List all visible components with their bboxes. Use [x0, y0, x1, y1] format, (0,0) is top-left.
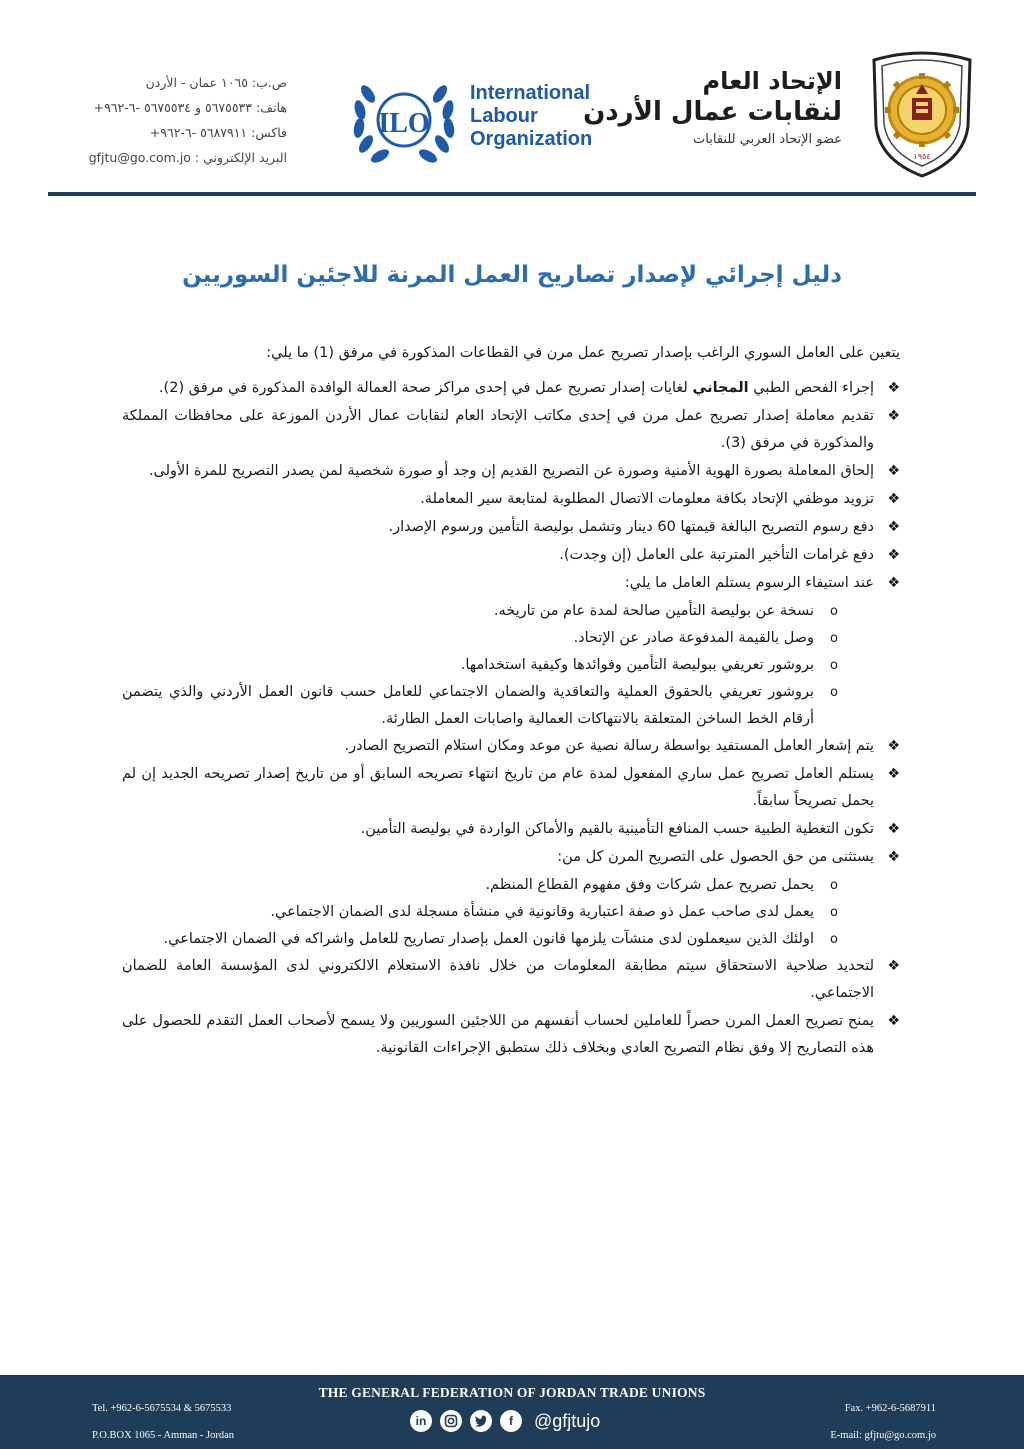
document-title: دليل إجرائي لإصدار تصاريح العمل المرنة للاجئين السوريين [182, 262, 842, 288]
contact-block [89, 70, 287, 170]
document-body [122, 340, 900, 1063]
sub-item-text: نسخة عن بوليصة التأمين صالحة لمدة عام من تاريخه. [493, 603, 814, 619]
footer-title: THE GENERAL FEDERATION OF JORDAN TRADE UNIONS [318, 1385, 706, 1400]
ilo-wordmark-line1: International [470, 82, 591, 104]
sub-list-item [122, 625, 838, 652]
item-text: إلحاق المعاملة بصورة الهوية الأمنية وصورة عن التصريح القديم إن وجد أو صورة شخصية لمن يصدر التصريح للمرة الأولى. [148, 463, 874, 479]
item-text: دفع غرامات التأخير المترتبة على العامل (إن وجدت). [559, 547, 874, 563]
sub-list-item [122, 899, 838, 926]
bullet-diamond-icon: ❖ [887, 738, 900, 754]
twitter-icon[interactable] [470, 1410, 492, 1432]
bullet-circle-icon: o [830, 658, 838, 673]
item-text: تقديم معاملة إصدار تصريح عمل مرن في إحدى مكاتب الإتحاد العام لنقابات عمال الأردن الموزعة على محافظات المملكة والمذكورة في مرفق (3). [122, 408, 874, 451]
bullet-diamond-icon: ❖ [887, 821, 900, 837]
sub-item-text: بروشور تعريفي بالحقوق العملية والتعاقدية والضمان الاجتماعي للعامل حسب قانون العمل الأردني والذي يتضمن أرقام الخط الساخن المتعلقة بالانتهاكات العمالية واصابات العمل الطارئة. [122, 684, 814, 727]
footer-tel: Tel. +962-6-5675534 & 5675533 [92, 1403, 232, 1414]
sub-list-item [122, 872, 838, 899]
bullet-circle-icon: o [830, 685, 838, 700]
instagram-icon[interactable] [440, 1410, 462, 1432]
sub-item-text: يعمل لدى صاحب عمل ذو صفة اعتبارية وقانونية في منشأة مسجلة لدى الضمان الاجتماعي. [270, 904, 814, 920]
list-item [122, 570, 900, 597]
federation-emblem-icon [868, 48, 976, 178]
footer-fax: Fax. +962-6-5687911 [844, 1403, 936, 1414]
sub-item-text: اولئك الذين سيعملون لدى منشآت يلزمها قانون العمل بإصدار تصاريح للعامل واشراكه في الضمان الاجتماعي. [163, 931, 814, 947]
list-item [122, 844, 900, 871]
linkedin-icon[interactable]: in [410, 1410, 432, 1432]
contact-phone: هاتف: ٥٦٧٥٥٣٣ و ٥٦٧٥٥٣٤ -٦-٩٦٢+ [93, 100, 287, 115]
item-text: عند استيفاء الرسوم يستلم العامل ما يلي: [624, 575, 874, 591]
intro-paragraph: يتعين على العامل السوري الراغب بإصدار تصريح عمل مرن في القطاعات المذكورة في مرفق (1) ما يلي: [266, 345, 900, 361]
footer-email[interactable]: E-mail: gfjtu@go.com.jo [830, 1430, 936, 1441]
bullet-diamond-icon: ❖ [887, 1013, 900, 1029]
contact-email: البريد الإلكتروني : gfjtu@go.com.jo [88, 150, 287, 165]
received-items-list [122, 598, 900, 733]
sub-list-item [122, 598, 838, 625]
item-text: يتم إشعار العامل المستفيد بواسطة رسالة نصية عن موعد ومكان استلام التصريح الصادر. [344, 738, 874, 754]
letterhead [0, 0, 1024, 200]
header-divider [48, 192, 976, 196]
sub-item-text: يحمل تصريح عمل شركات وفق مفهوم القطاع المنظم. [485, 877, 814, 893]
bullet-diamond-icon: ❖ [887, 463, 900, 479]
bullet-circle-icon: o [830, 604, 838, 619]
item-text: تزويد موظفي الإتحاد بكافة معلومات الاتصال المطلوبة لمتابعة سير المعاملة. [420, 491, 874, 507]
bullet-diamond-icon: ❖ [887, 575, 900, 591]
item-text: يمنح تصريح العمل المرن حصراً للعاملين لحساب أنفسهم من اللاجئين السوريين ولا يسمح لأصحاب العمل التقدم للحصول على هذه التصاريح إلا وفق نظام التصريح العادي وبخلاف ذلك ستطبق الإجراءات القانونية. [122, 1013, 874, 1056]
list-item [122, 816, 900, 843]
sub-list-item [122, 679, 838, 733]
footer-contact-right [830, 1395, 936, 1449]
facebook-icon[interactable]: f [500, 1410, 522, 1432]
item-bold-text: المجاني [692, 380, 749, 396]
bullet-diamond-icon: ❖ [887, 380, 900, 396]
contact-fax: فاكس: ٥٦٨٧٩١١ -٦-٩٦٢+ [149, 125, 287, 140]
excluded-list [122, 872, 900, 953]
federation-name [583, 66, 842, 152]
list-item [122, 486, 900, 513]
bullet-diamond-icon: ❖ [887, 408, 900, 424]
ilo-wordmark-line2: Labour [470, 105, 538, 127]
social-links [410, 1409, 600, 1433]
sub-list-item [122, 652, 838, 679]
bullet-diamond-icon: ❖ [887, 519, 900, 535]
footer-contact-left [92, 1395, 234, 1449]
footer-bar [0, 1375, 1024, 1449]
list-item [122, 375, 900, 402]
list-item [122, 403, 900, 457]
item-text: لغايات إصدار تصريح عمل في إحدى مراكز صحة العمالة الوافدة المذكورة في مرفق (2). [158, 380, 693, 396]
list-item [122, 953, 900, 1007]
emblem-year: ١٩٥٤ [913, 152, 931, 161]
list-item [122, 761, 900, 815]
procedure-list [122, 375, 900, 597]
sub-item-text: بروشور تعريفي ببوليصة التأمين وفوائدها وكيفية استخدامها. [460, 657, 814, 673]
list-item [122, 458, 900, 485]
ilo-laurel-icon [350, 74, 458, 166]
item-text: تكون التغطية الطبية حسب المنافع التأمينية بالقيم والأماكن الواردة في بوليصة التأمين. [360, 821, 874, 837]
item-text: لتحديد صلاحية الاستحقاق سيتم مطابقة المعلومات من خلال نافذة الاستعلام الالكتروني لدى المؤسسة العامة للضمان الاجتماعي. [122, 958, 874, 1001]
footer-pobox: P.O.BOX 1065 - Amman - Jordan [92, 1430, 235, 1441]
ilo-wordmark-line3: Organization [470, 128, 593, 150]
bullet-diamond-icon: ❖ [887, 766, 900, 782]
bullet-circle-icon: o [830, 905, 838, 920]
ilo-wordmark [470, 82, 592, 151]
federation-name-line2: لنقابات عمال الأردن [583, 97, 842, 127]
social-handle[interactable]: @gfjtujo [534, 1410, 601, 1431]
federation-membership: عضو الإتحاد العربي للنقابات [693, 132, 842, 147]
bullet-diamond-icon: ❖ [887, 849, 900, 865]
procedure-list-final [122, 953, 900, 1062]
list-item [122, 1008, 900, 1062]
list-item [122, 733, 900, 760]
bullet-diamond-icon: ❖ [887, 547, 900, 563]
bullet-diamond-icon: ❖ [887, 491, 900, 507]
federation-name-line1: الإتحاد العام [702, 67, 842, 95]
list-item [122, 514, 900, 541]
bullet-circle-icon: o [830, 878, 838, 893]
contact-pobox: ص.ب: ١٠٦٥ عمان - الأردن [145, 75, 287, 90]
item-text: دفع رسوم التصريح البالغة قيمتها 60 دينار وتشمل بوليصة التأمين ورسوم الإصدار. [388, 519, 874, 535]
item-text: إجراء الفحص الطبي [748, 380, 874, 396]
bullet-diamond-icon: ❖ [887, 958, 900, 974]
bullet-circle-icon: o [830, 932, 838, 947]
item-text: يستثنى من حق الحصول على التصريح المرن كل من: [557, 849, 874, 865]
list-item [122, 542, 900, 569]
bullet-circle-icon: o [830, 631, 838, 646]
procedure-list-continued [122, 733, 900, 871]
sub-list-item [122, 926, 838, 953]
sub-item-text: وصل بالقيمة المدفوعة صادر عن الإتحاد. [573, 630, 814, 646]
ilo-emblem-text: ILO [378, 108, 430, 139]
item-text: يستلم العامل تصريح عمل ساري المفعول لمدة عام من تاريخ انتهاء تصريحه السابق أو من تاريخ إصدار تصريحه الجديد إن لم يحمل تصريحاً سابقاً. [122, 766, 874, 809]
